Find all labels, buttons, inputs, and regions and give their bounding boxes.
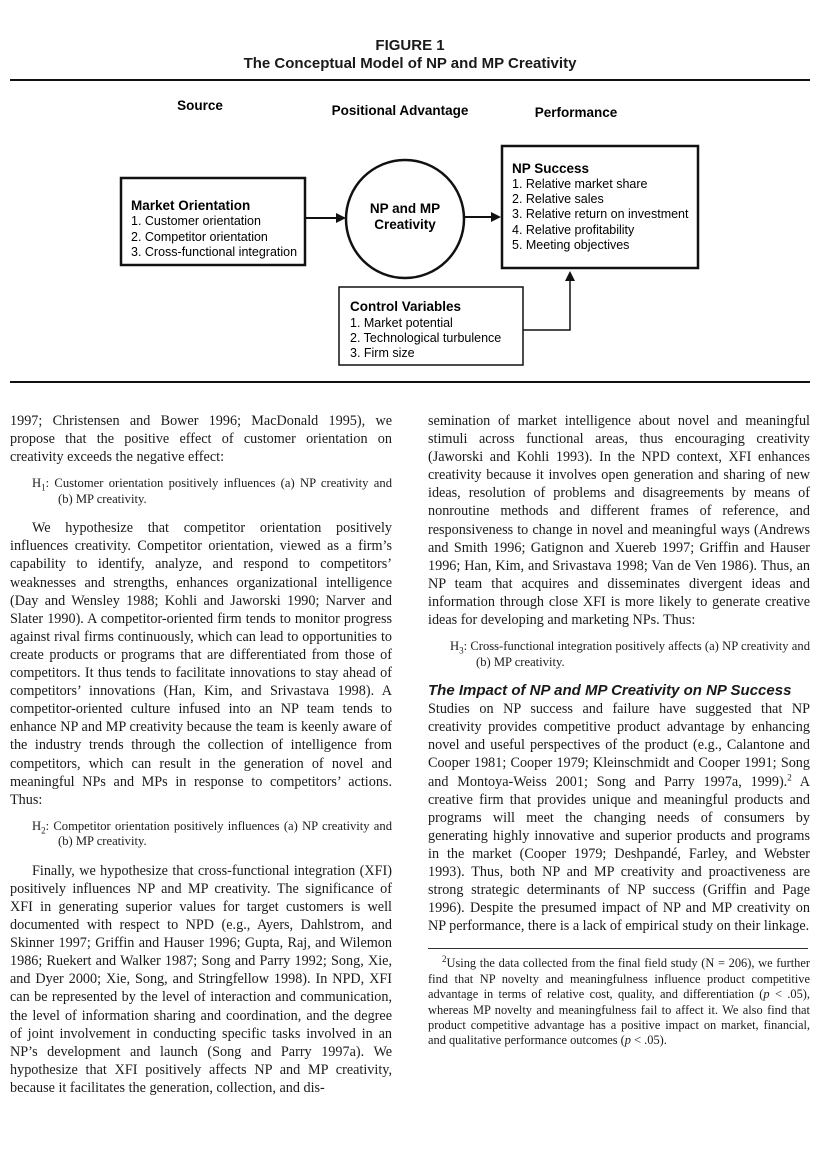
footnote-text: < .05). <box>631 1033 667 1048</box>
np-success-item: 4. Relative profitability <box>512 223 635 237</box>
paragraph: We hypothesize that competitor orientation positively influences creativity. Competitor orientation, viewed as a firm’s capability to identify, analyze, and respond to competitors’ weaknesses and strengths, enhances organizational intelligence (Day and Wensley 1988; Kohli and Jaworski 1990; Narver and Slater 1990). A competitor-oriented firm tends to monitor progress against rival firms continuously, which can lead to opportunities to create products or programs that are differentiated from those of competitors. It thus tends to facilitate innovations to stay ahead of competitors’ innovations (Han, Kim, and Srivastava 1998). A competitor-oriented culture infused into an NP team tends to enhance NP and MP creativity because the team is keenly aware of the industry trends through the collection of intelligence from competitors, which can result in the generation of novel and meaningful NPs and MPs in response to competitors’ actions. Thus: <box>10 520 392 808</box>
footnote-reference: 2 <box>787 771 792 782</box>
footnote-mark: 2 <box>442 954 447 965</box>
control-variables-item: 3. Firm size <box>350 346 415 360</box>
market-orientation-item: 1. Customer orientation <box>131 214 261 228</box>
figure-bottom-rule <box>10 381 810 383</box>
np-success-item: 3. Relative return on investment <box>512 207 689 221</box>
creativity-label-line1: NP and MP <box>369 201 441 216</box>
footnote-rule <box>428 948 808 949</box>
footnote <box>428 956 810 1048</box>
footnote-text: < .05), whereas MP novelty and meaningfulness fail to affect it. We also find that product competitive advantage has a positive impact on market, financial, and qualitative performance outcomes ( <box>428 987 810 1048</box>
section-heading: The Impact of NP and MP Creativity on NP Success <box>428 682 792 700</box>
np-success-item: 5. Meeting objectives <box>512 238 630 252</box>
np-success-item: 1. Relative market share <box>512 177 648 191</box>
market-orientation-item: 2. Competitor orientation <box>131 230 268 244</box>
hypothesis-number: 1 <box>41 482 46 493</box>
hypothesis-label: H <box>32 476 42 491</box>
hypothesis-number: 2 <box>41 825 46 836</box>
hypothesis-h1 <box>32 476 392 507</box>
control-variables-item: 1. Market potential <box>350 316 453 330</box>
paragraph: Finally, we hypothesize that cross-functional integration (XFI) positively influences NP and MP creativity. The significance of XFI in generating superior values for target customers is well documented with respect to NPD (e.g., Ayers, Dahlstrom, and Skinner 1997; Griffin and Hauser 1996; Gupta, Raj, and Wilemon 1986; Ruekert and Walker 1987; Song and Parry 1992; Song, Xie, and Dyer 2000; Xie, Song, and Stringfellow 1998). In NPD, XFI can be represented by the level of interaction and communication, the level of information sharing and coordination, and the degree of joint involvement in conducting specific tasks involved in an NP’s development and launch (Song and Parry 1997a). We hypothesize that XFI positively affects NP and MP creativity, because it facilitates the generation, collection, and dis- <box>10 862 392 1096</box>
footnote-p-symbol: p <box>624 1033 631 1048</box>
conceptual-model-diagram <box>0 0 820 390</box>
market-orientation-title: Market Orientation <box>131 198 251 213</box>
arrow-control-to-success <box>523 273 570 330</box>
figure-title: The Conceptual Model of NP and MP Creativity <box>243 55 577 72</box>
right-column <box>428 412 810 1049</box>
footnote-p-symbol: p <box>763 987 770 1002</box>
hypothesis-text: : Customer orientation positively influences (a) NP creativity and (b) MP creativity. <box>45 476 392 506</box>
market-orientation-item: 3. Cross-functional integration <box>131 245 298 259</box>
hypothesis-text: : Competitor orientation positively influences (a) NP creativity and (b) MP creativity. <box>45 818 392 849</box>
figure-label: FIGURE 1 <box>375 37 445 54</box>
hypothesis-number: 3 <box>459 645 464 656</box>
hypothesis-label: H <box>450 639 460 654</box>
column-heading-positional-advantage: Positional Advantage <box>331 103 469 118</box>
hypothesis-h3 <box>450 639 810 670</box>
control-variables-title: Control Variables <box>350 299 462 314</box>
np-success-title: NP Success <box>512 161 590 176</box>
hypothesis-label: H <box>32 818 42 833</box>
footnote-text: Using the data collected from the final field study (N = 206), we further find that NP novelty and meaningfulness influence product competitive advantage in terms of relative cost, quality, and differentiation ( <box>428 956 810 1002</box>
hypothesis-h2 <box>32 819 392 850</box>
paragraph-text: A creative firm that provides unique and meaningful products and programs will meet the changing needs of consumers by generating highly innovative and superior products and programs in the market (Cooper 1979; Deshpandé, Farley, and Webster 1993). Thus, both NP and MP creativity and proactiveness are strong strategic determinants of NP success (Griffin and Page 1996). Despite the presumed impact of NP and MP creativity on NP performance, there is a lack of empirical study on their linkage. <box>428 773 810 935</box>
hypothesis-text: : Cross-functional integration positively affects (a) NP creativity and (b) MP creativity. <box>463 639 810 669</box>
paragraph <box>428 700 810 935</box>
creativity-label-line2: Creativity <box>374 217 436 232</box>
column-heading-performance: Performance <box>534 105 618 120</box>
paragraph: semination of market intelligence about novel and meaningful stimuli across functional areas, thus encouraging creativity (Jaworski and Kohli 1993). In the NPD context, XFI enhances creativity because it involves open generation and sharing of new ideas, resolution of problems and disagreements by means of nonroutine methods and different frames of reference, and responsiveness to change in novel and meaningful ways (Andrews and Smith 1996; Gatignon and Xuereb 1997; Griffin and Hauser 1996; Han, Kim, and Srivastava 1998; Van de Ven 1986). Thus, an NP team that acquires and disseminates divergent ideas and information through close XFI is more likely to generate creative ideas for developing and marketing NPs. Thus: <box>428 413 810 629</box>
paragraph-text: Studies on NP success and failure have suggested that NP creativity provides competitive product advantage by enhancing novel and useful perspectives of the product (e.g., Calantone and Cooper 1981; Cooper 1979; Kleinschmidt and Cooper 1991; Song and Montoya-Weiss 2001; Song and Parry 1997a, 1999). <box>428 701 810 790</box>
left-column <box>10 412 392 1097</box>
column-heading-source: Source <box>177 98 223 113</box>
np-success-item: 2. Relative sales <box>512 192 604 206</box>
control-variables-item: 2. Technological turbulence <box>350 331 502 345</box>
paragraph: 1997; Christensen and Bower 1996; MacDonald 1995), we propose that the positive effect of customer orientation on creativity exceeds the negative effect: <box>10 413 392 466</box>
